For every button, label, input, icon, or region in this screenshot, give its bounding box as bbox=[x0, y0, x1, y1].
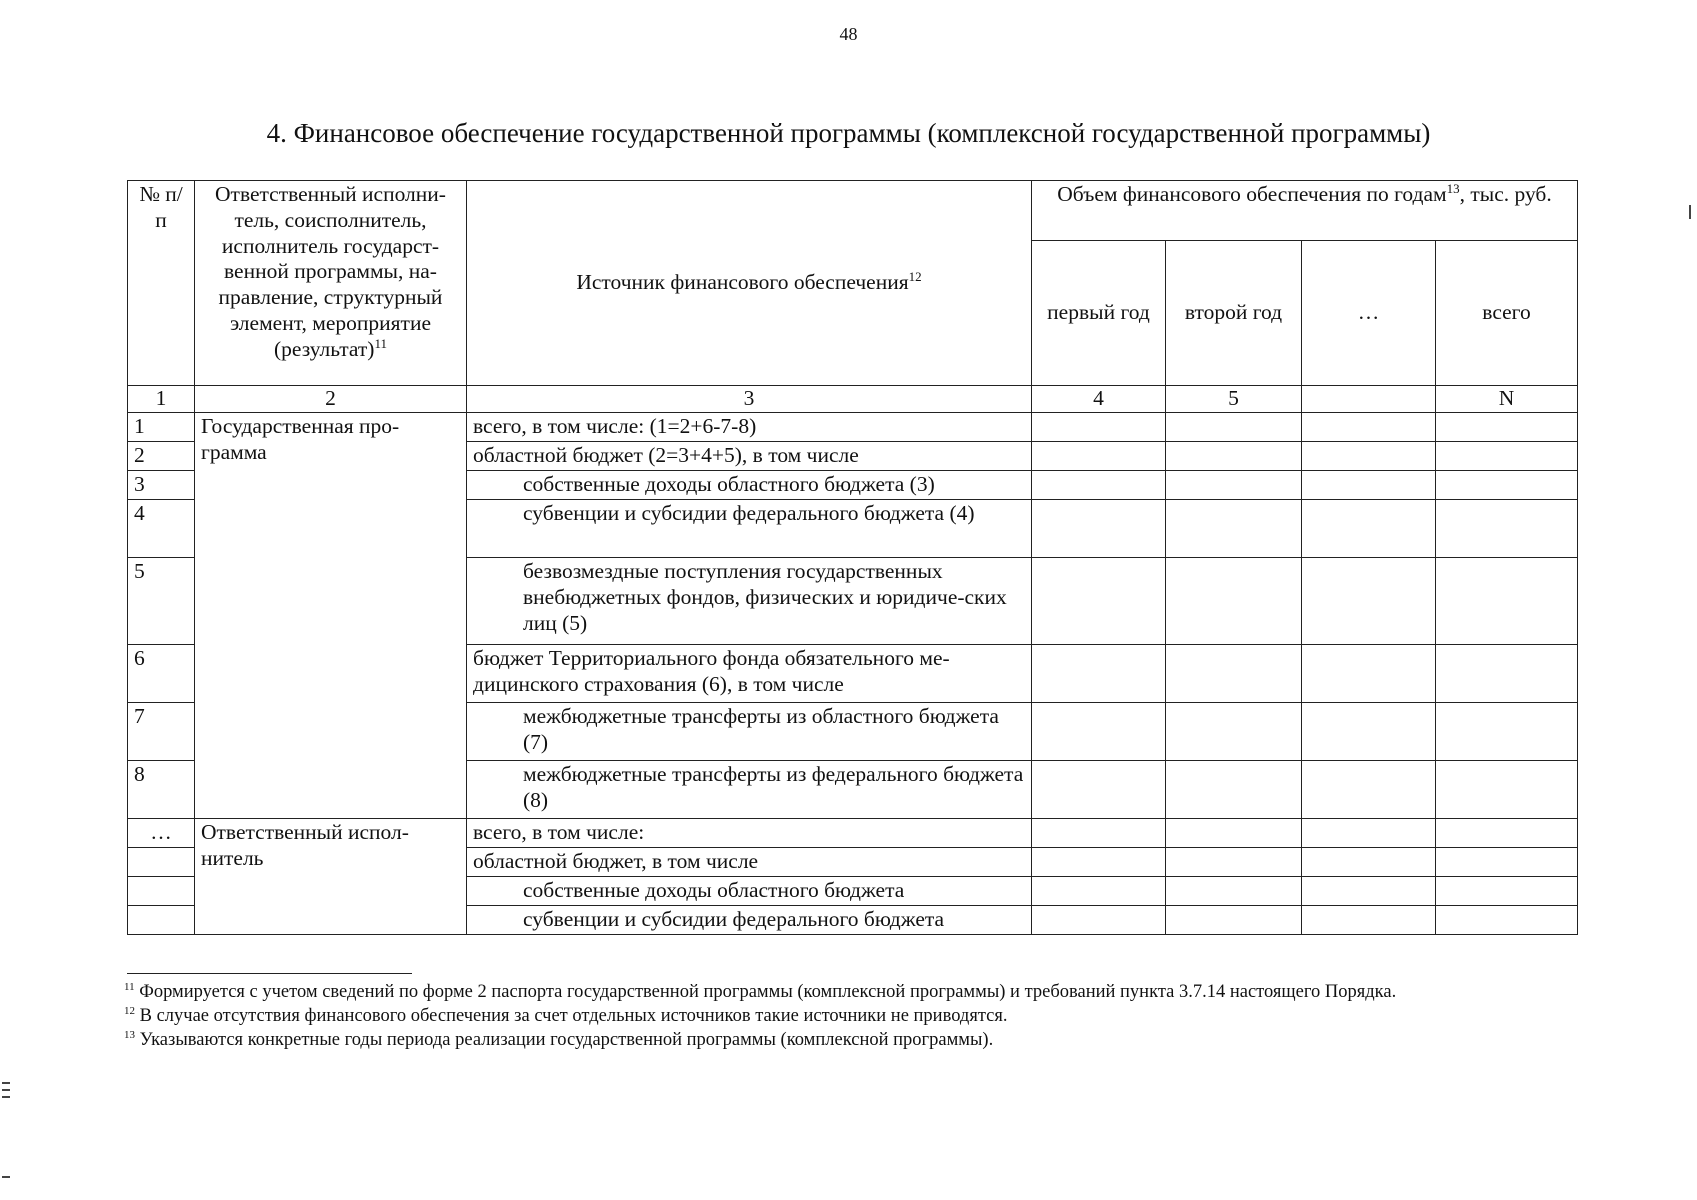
scan-mark bbox=[2, 1089, 10, 1091]
value-cell bbox=[1166, 761, 1302, 819]
table-row bbox=[128, 819, 1578, 848]
value-cell bbox=[1166, 558, 1302, 645]
value-cell bbox=[1032, 500, 1166, 558]
value-cell bbox=[1436, 500, 1578, 558]
header-num: № п/п bbox=[128, 181, 195, 386]
value-cell bbox=[1436, 645, 1578, 703]
value-cell bbox=[1166, 413, 1302, 442]
value-cell bbox=[1032, 413, 1166, 442]
table-row bbox=[128, 413, 1578, 442]
scan-mark bbox=[2, 1082, 10, 1084]
value-cell bbox=[1302, 819, 1436, 848]
value-cell bbox=[1436, 905, 1578, 934]
row-num: 6 bbox=[128, 645, 195, 703]
value-cell bbox=[1032, 703, 1166, 761]
value-cell bbox=[1302, 703, 1436, 761]
column-number: 3 bbox=[467, 386, 1032, 413]
value-cell bbox=[1436, 761, 1578, 819]
row-source: бюджет Территориального фонда обязательного ме-дицинского страхования (6), в том числе bbox=[467, 645, 1032, 703]
row-num bbox=[128, 876, 195, 905]
value-cell bbox=[1166, 645, 1302, 703]
value-cell bbox=[1032, 558, 1166, 645]
value-cell bbox=[1302, 847, 1436, 876]
row-num bbox=[128, 905, 195, 934]
value-cell bbox=[1302, 876, 1436, 905]
row-source: областной бюджет (2=3+4+5), в том числе bbox=[467, 442, 1032, 471]
value-cell bbox=[1032, 442, 1166, 471]
header-row-1 bbox=[128, 181, 1578, 241]
column-number: 1 bbox=[128, 386, 195, 413]
value-cell bbox=[1166, 847, 1302, 876]
column-number: 5 bbox=[1166, 386, 1302, 413]
value-cell bbox=[1032, 819, 1166, 848]
header-volume: Объем финансового обеспечения по годам$^{13}$, тыс. руб. bbox=[1032, 181, 1578, 241]
value-cell bbox=[1436, 876, 1578, 905]
value-cell bbox=[1032, 876, 1166, 905]
row-num: 8 bbox=[128, 761, 195, 819]
financing-table bbox=[127, 180, 1578, 935]
column-number: 2 bbox=[195, 386, 467, 413]
row-num: 1 bbox=[128, 413, 195, 442]
column-numbers-row bbox=[128, 386, 1578, 413]
value-cell bbox=[1166, 876, 1302, 905]
footnotes bbox=[124, 980, 1579, 1052]
footnote-13: $^{13}$ Указываются конкретные годы периода реализации государственной программы (комплексной программы). bbox=[124, 1028, 994, 1051]
row-num: 5 bbox=[128, 558, 195, 645]
row-num: 2 bbox=[128, 442, 195, 471]
value-cell bbox=[1166, 500, 1302, 558]
value-cell bbox=[1032, 847, 1166, 876]
header-year1: первый год bbox=[1032, 241, 1166, 386]
row-source: областной бюджет, в том числе bbox=[467, 847, 1032, 876]
value-cell bbox=[1302, 558, 1436, 645]
value-cell bbox=[1302, 500, 1436, 558]
footnote-11: $^{11}$ Формируется с учетом сведений по форме 2 паспорта государственной программы (комплексной программы) и требований пункта 3.7.14 настоящего Порядка. bbox=[124, 980, 1397, 1002]
value-cell bbox=[1302, 761, 1436, 819]
column-number: 4 bbox=[1032, 386, 1166, 413]
header-year-more: … bbox=[1302, 241, 1436, 386]
row-num: 7 bbox=[128, 703, 195, 761]
value-cell bbox=[1436, 558, 1578, 645]
header-year2: второй год bbox=[1166, 241, 1302, 386]
row-num: 3 bbox=[128, 471, 195, 500]
value-cell bbox=[1302, 413, 1436, 442]
executor-cell-responsible: Ответственный испол-нитель bbox=[195, 819, 467, 935]
row-source: межбюджетные трансферты из федерального бюджета (8) bbox=[467, 761, 1032, 819]
value-cell bbox=[1436, 442, 1578, 471]
value-cell bbox=[1302, 645, 1436, 703]
row-source: безвозмездные поступления государственных внебюджетных фондов, физических и юридиче-ских лиц (5) bbox=[467, 558, 1032, 645]
page-title: 4. Финансовое обеспечение государственной программы (комплексной государственной программы) bbox=[266, 118, 1431, 148]
footnote-ref-12: 12 bbox=[908, 268, 922, 284]
page-number: 48 bbox=[839, 24, 858, 44]
value-cell bbox=[1436, 703, 1578, 761]
value-cell bbox=[1436, 819, 1578, 848]
value-cell bbox=[1302, 442, 1436, 471]
row-source: субвенции и субсидии федерального бюджета bbox=[467, 905, 1032, 934]
footnote-ref-11: 11 bbox=[374, 335, 387, 351]
value-cell bbox=[1166, 471, 1302, 500]
header-source: Источник финансового обеспечения$^{12}$ bbox=[467, 181, 1032, 386]
column-number bbox=[1302, 386, 1436, 413]
row-source: субвенции и субсидии федерального бюджета (4) bbox=[467, 500, 1032, 558]
row-source: всего, в том числе: (1=2+6-7-8) bbox=[467, 413, 1032, 442]
row-num bbox=[128, 847, 195, 876]
header-executor: Ответственный исполни-тель, соисполнитель, исполнитель государст-венной программы, на-правление, структурный элемент, мероприятие (результат)$^{11}$ bbox=[195, 181, 467, 386]
row-source: межбюджетные трансферты из областного бюджета (7) bbox=[467, 703, 1032, 761]
scan-mark bbox=[2, 1176, 10, 1178]
value-cell bbox=[1166, 442, 1302, 471]
value-cell bbox=[1032, 761, 1166, 819]
row-source: собственные доходы областного бюджета bbox=[467, 876, 1032, 905]
value-cell bbox=[1032, 905, 1166, 934]
footnote-12: $^{12}$ В случае отсутствия финансового обеспечения за счет отдельных источников такие источники не приводятся. bbox=[124, 1004, 1008, 1027]
value-cell bbox=[1032, 645, 1166, 703]
value-cell bbox=[1302, 905, 1436, 934]
value-cell bbox=[1032, 471, 1166, 500]
scan-mark bbox=[2, 1096, 10, 1098]
row-source: собственные доходы областного бюджета (3) bbox=[467, 471, 1032, 500]
value-cell bbox=[1436, 847, 1578, 876]
value-cell bbox=[1166, 703, 1302, 761]
value-cell bbox=[1302, 471, 1436, 500]
footnote-separator bbox=[127, 973, 412, 974]
column-number: N bbox=[1436, 386, 1578, 413]
value-cell bbox=[1166, 819, 1302, 848]
value-cell bbox=[1436, 413, 1578, 442]
value-cell bbox=[1166, 905, 1302, 934]
scan-mark bbox=[1689, 205, 1691, 219]
row-source: всего, в том числе: bbox=[467, 819, 1032, 848]
value-cell bbox=[1436, 471, 1578, 500]
row-num: 4 bbox=[128, 500, 195, 558]
row-num: … bbox=[128, 819, 195, 848]
header-total: всего bbox=[1436, 241, 1578, 386]
executor-cell-program: Государственная про-грамма bbox=[195, 413, 467, 819]
footnote-ref-13: 13 bbox=[1446, 180, 1460, 196]
